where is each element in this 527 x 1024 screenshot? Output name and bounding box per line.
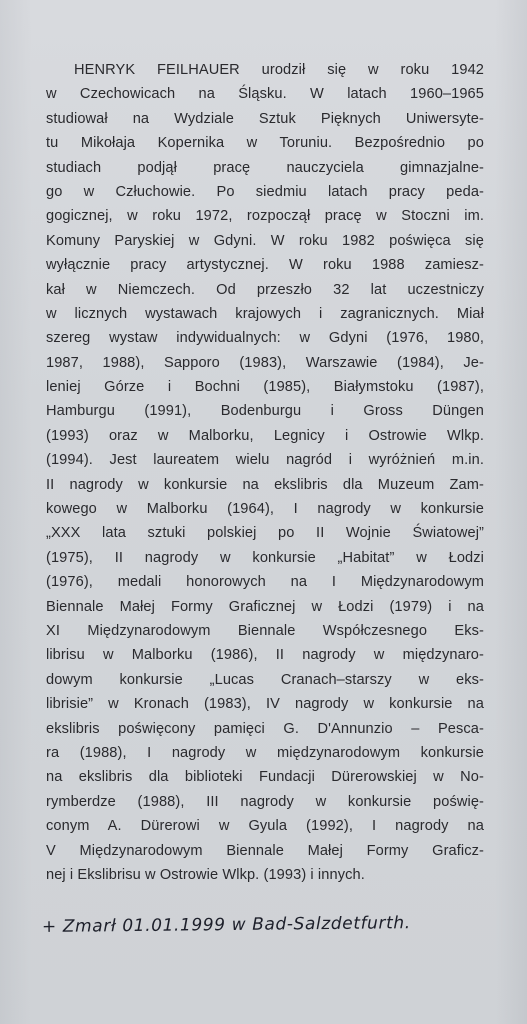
text-line: go w Człuchowie. Po siedmiu latach pracy peda- <box>46 183 484 200</box>
text-line: V Międzynarodowym Biennale Małej Formy Graficz- <box>46 842 484 859</box>
text-line: dowym konkursie „Lucas Cranach–starszy w eks- <box>46 671 484 688</box>
text-line: HENRYK FEILHAUER urodził się w roku 1942 <box>74 62 484 78</box>
text-line: (1993) oraz w Malborku, Legnicy i Ostrowie Wlkp. <box>46 427 484 444</box>
text-line: (1976), medali honorowych na I Międzynarodowym <box>46 574 484 591</box>
text-line: Hamburgu (1991), Bodenburgu i Gross Düngen <box>46 403 484 420</box>
text-line: librisu w Malborku (1986), II nagrody w międzynaro- <box>46 647 484 664</box>
text-line: ra (1988), I nagrody w międzynarodowym konkursie <box>46 744 484 761</box>
text-line: szereg wystaw indywidualnych: w Gdyni (1976, 1980, <box>46 330 484 347</box>
text-line: (1994). Jest laureatem wielu nagród i wyróżnień m.in. <box>46 452 484 469</box>
text-line: rymberdze (1988), III nagrody w konkursie poświę- <box>46 793 484 810</box>
text-line: leniej Górze i Bochni (1985), Białymstoku (1987), <box>46 379 484 396</box>
text-line: kał w Niemczech. Od przeszło 32 lat uczestniczy <box>46 281 484 298</box>
text-line: na ekslibris dla biblioteki Fundacji Dürerowskiej w No- <box>46 769 484 786</box>
text-line: gogicznej, w roku 1972, rozpoczął pracę w Stoczni im. <box>46 208 484 225</box>
text-line: studiował na Wydziale Sztuk Pięknych Uniwersyte- <box>46 110 484 127</box>
handwritten-death-note: + Zmarł 01.01.1999 w Bad-Salzdetfurth. <box>41 913 411 937</box>
text-line: „XXX lata sztuki polskiej po II Wojnie Światowej” <box>46 525 484 542</box>
text-line: 1987, 1988), Sapporo (1983), Warszawie (1984), Je- <box>46 354 484 371</box>
text-line: w licznych wystawach krajowych i zagranicznych. Miał <box>46 305 484 322</box>
text-line: nej i Ekslibrisu w Ostrowie Wlkp. (1993) i innych. <box>46 866 365 883</box>
text-line: Komuny Paryskiej w Gdyni. W roku 1982 poświęca się <box>46 232 484 249</box>
text-line: wyłącznie pracy artystycznej. W roku 1988 zamiesz- <box>46 257 484 274</box>
text-line: II nagrody w konkursie na ekslibris dla Muzeum Zam- <box>46 476 484 493</box>
text-line: tu Mikołaja Kopernika w Toruniu. Bezpośrednio po <box>46 135 484 152</box>
text-line: ekslibris poświęcony pamięci G. D'Annunzio – Pesca- <box>46 720 484 737</box>
text-line: librisie” w Kronach (1983), IV nagrody w konkursie na <box>46 696 484 713</box>
text-line: kowego w Malborku (1964), I nagrody w konkursie <box>46 501 484 518</box>
text-line: Biennale Małej Formy Graficznej w Łodzi (1979) i na <box>46 598 484 615</box>
text-line: conym A. Dürerowi w Gyula (1992), I nagrody na <box>46 818 484 835</box>
biography-text <box>46 58 484 887</box>
text-line: XI Międzynarodowym Biennale Współczesnego Eks- <box>46 622 484 639</box>
text-line: (1975), II nagrody w konkursie „Habitat” w Łodzi <box>46 549 484 566</box>
text-line: studiach podjął pracę nauczyciela gimnazjalne- <box>46 159 484 176</box>
text-line: w Czechowicach na Śląsku. W latach 1960–1965 <box>46 86 484 103</box>
